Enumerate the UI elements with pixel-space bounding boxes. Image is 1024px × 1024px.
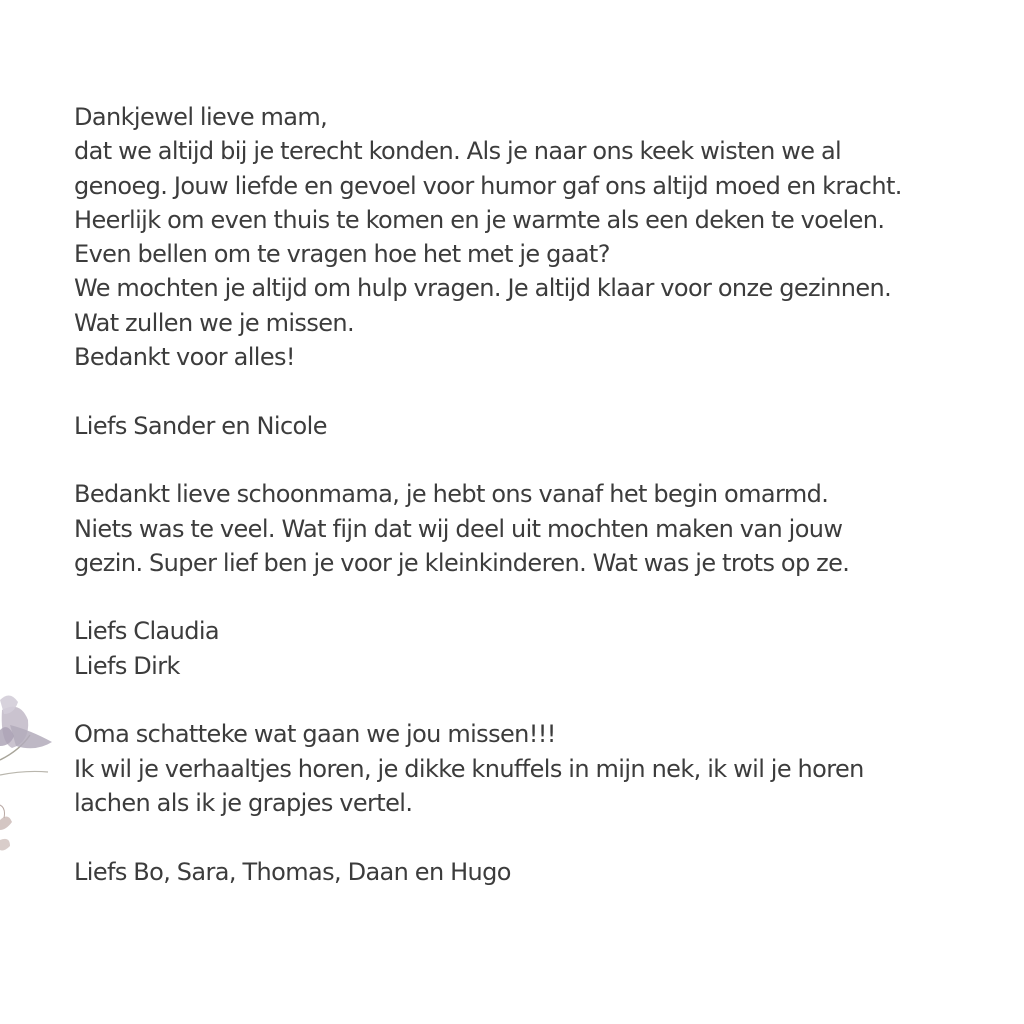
message-1-line: Even bellen om te vragen hoe het met je gaat? [74, 240, 610, 269]
spacer [74, 820, 974, 854]
spacer [74, 443, 974, 477]
condolence-letter [74, 100, 974, 889]
message-1-line: We mochten je altijd om hulp vragen. Je altijd klaar voor onze gezinnen. [74, 274, 892, 303]
message-3 [74, 717, 974, 820]
spacer [74, 683, 974, 717]
flower-icon [0, 680, 60, 870]
message-2-line: gezin. Super lief ben je voor je kleinkinderen. Wat was je trots op ze. [74, 548, 850, 577]
message-2-line: Bedankt lieve schoonmama, je hebt ons vanaf het begin omarmd. [74, 480, 829, 509]
message-1-line: dat we altijd bij je terecht konden. Als je naar ons keek wisten we al [74, 137, 842, 166]
signature-sander-nicole: Liefs Sander en Nicole [74, 411, 327, 440]
message-3-line: Ik wil je verhaaltjes horen, je dikke knuffels in mijn nek, ik wil je horen [74, 754, 864, 783]
message-1 [74, 100, 974, 374]
signature-dirk: Liefs Dirk [74, 651, 180, 680]
message-1-line: genoeg. Jouw liefde en gevoel voor humor gaf ons altijd moed en kracht. [74, 171, 902, 200]
message-3-line: lachen als ik je grapjes vertel. [74, 788, 413, 817]
signature-grandchildren: Liefs Bo, Sara, Thomas, Daan en Hugo [74, 857, 511, 886]
message-1-line: Wat zullen we je missen. [74, 308, 355, 337]
spacer [74, 580, 974, 614]
message-1-line: Heerlijk om even thuis te komen en je warmte als een deken te voelen. [74, 205, 885, 234]
message-3-line: Oma schatteke wat gaan we jou missen!!! [74, 720, 556, 749]
message-2 [74, 477, 974, 580]
message-2-line: Niets was te veel. Wat fijn dat wij deel uit mochten maken van jouw [74, 514, 843, 543]
message-1-line: Bedankt voor alles! [74, 343, 295, 372]
spacer [74, 374, 974, 408]
signature-claudia: Liefs Claudia [74, 617, 220, 646]
message-1-line: Dankjewel lieve mam, [74, 103, 328, 131]
